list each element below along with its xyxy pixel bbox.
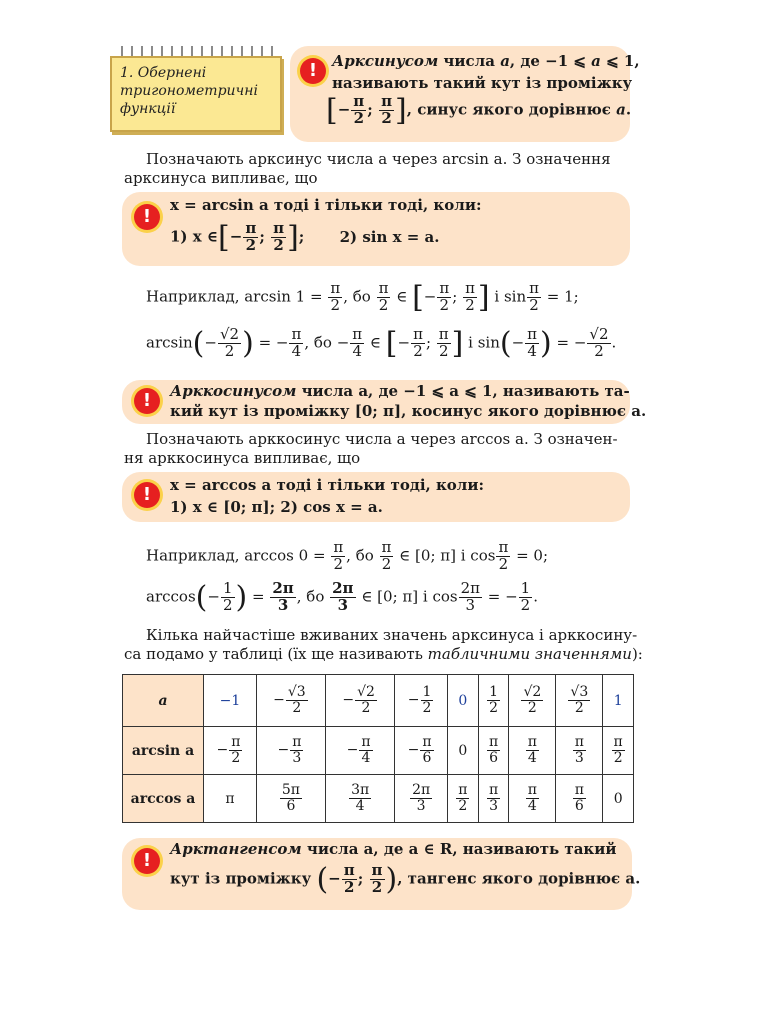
- denominator: 2: [330, 296, 341, 314]
- text: ∈ [0; π] і cos: [394, 546, 496, 565]
- table-cell: [509, 727, 556, 775]
- numerator: √2: [219, 325, 240, 344]
- fraction: [463, 281, 477, 314]
- fraction: [421, 685, 434, 715]
- fraction: [526, 735, 539, 765]
- text: ∈ [0; π] і cos: [356, 587, 458, 606]
- table-cell: [478, 675, 509, 727]
- paragraph-line: арксинуса випливає, що: [124, 169, 318, 187]
- fraction: [229, 735, 242, 765]
- fraction: [459, 581, 482, 614]
- numerator: π: [527, 734, 537, 751]
- denominator: 4: [361, 750, 371, 766]
- numerator: π: [353, 92, 365, 111]
- table-cell: [326, 675, 395, 727]
- denominator: 2: [378, 296, 389, 314]
- fraction: [521, 685, 543, 715]
- text: , синус якого дорівнює: [406, 100, 617, 119]
- period: .: [611, 333, 617, 352]
- fraction: [221, 581, 235, 614]
- cell-prefix: −: [277, 742, 290, 759]
- exclamation-icon: !: [134, 482, 160, 508]
- fraction: [587, 327, 610, 360]
- semicolon: ;: [452, 287, 458, 306]
- denominator: 3: [574, 750, 584, 766]
- paren: (: [192, 326, 205, 361]
- denominator: 2: [529, 296, 539, 314]
- denominator: 2: [381, 109, 392, 127]
- numerator: π: [488, 782, 499, 799]
- section-title: [120, 64, 270, 118]
- table-row-a: [123, 675, 634, 727]
- text: числа a, де a ∈ R, називають такий: [301, 840, 617, 858]
- numerator: π: [371, 861, 383, 880]
- numerator: 2π: [460, 579, 480, 598]
- denominator: 2: [224, 342, 235, 360]
- denominator: 6: [286, 798, 296, 814]
- text: = −: [253, 333, 289, 352]
- var-a: a: [500, 52, 510, 70]
- table-cell: [509, 675, 556, 727]
- paragraph-line: Позначають арккосинус числа a через arccos a. З означен-: [146, 430, 618, 448]
- numerator: π: [439, 279, 450, 298]
- bracket: [: [412, 280, 424, 315]
- paren: ): [540, 326, 552, 361]
- numerator: π: [527, 325, 538, 344]
- table-cell: [603, 675, 634, 727]
- numerator: π: [381, 538, 392, 556]
- cell-prefix: −: [273, 692, 285, 709]
- text: = −: [551, 333, 587, 352]
- arctan-definition-line1: [170, 840, 617, 858]
- text: arccos: [146, 587, 196, 606]
- arcsin-condition-title: x = arcsin a тоді і тільки тоді, коли:: [170, 196, 482, 214]
- denominator: 2: [439, 296, 450, 314]
- arccos-definition-text: [170, 381, 646, 421]
- numerator: 5π: [281, 782, 300, 799]
- fraction: [411, 327, 425, 360]
- fraction: [487, 735, 500, 765]
- paren: (: [316, 862, 329, 897]
- var-a: a: [591, 52, 601, 70]
- text: arcsin: [146, 333, 193, 352]
- denominator: 2: [292, 700, 302, 716]
- numerator: 2π: [332, 579, 354, 598]
- text: кий кут із проміжку [0; π], косинус якого дорівнює a.: [170, 402, 647, 420]
- denominator: 2: [344, 878, 355, 896]
- cell-prefix: −: [407, 692, 420, 709]
- exclamation-icon: !: [134, 388, 160, 414]
- fraction: [243, 221, 258, 254]
- table-cell: [256, 775, 325, 823]
- fraction: [280, 783, 302, 813]
- section-title-line2: тригонометричні: [120, 83, 258, 99]
- cell-prefix: π: [225, 790, 235, 807]
- numerator: 1: [520, 579, 531, 598]
- row-header-a: a: [123, 675, 204, 727]
- denominator: 2: [273, 236, 284, 254]
- arctan-definition-line2: [170, 862, 640, 897]
- fraction: [573, 735, 586, 765]
- numerator: π: [465, 279, 475, 298]
- paren: ): [235, 580, 248, 615]
- fraction: [290, 735, 303, 765]
- bracket: ]: [477, 280, 490, 315]
- denominator: 3: [277, 596, 289, 614]
- denominator: 2: [222, 596, 233, 614]
- numerator: π: [574, 782, 584, 799]
- fraction: [612, 735, 625, 765]
- numerator: π: [613, 734, 623, 751]
- text: 1) x ∈ [0; π]; 2) cos x = a.: [170, 498, 383, 516]
- numerator: π: [333, 538, 344, 556]
- paren: ): [385, 862, 398, 897]
- fraction: [568, 685, 590, 715]
- denominator: 2: [438, 342, 449, 360]
- denominator: 2: [361, 700, 371, 716]
- text: числа: [438, 52, 501, 70]
- semicolon: ;: [367, 100, 373, 119]
- fraction: [527, 281, 541, 314]
- text: і sin: [463, 333, 500, 352]
- section-title-line1: 1. Обернені: [120, 65, 207, 81]
- paragraph-line: [124, 645, 643, 664]
- semicolon: ;: [259, 227, 265, 246]
- table-cell: [204, 675, 257, 727]
- denominator: 2: [353, 109, 364, 127]
- bracket: ]: [395, 93, 407, 128]
- cell-prefix: −: [216, 742, 229, 759]
- fraction: [218, 327, 241, 360]
- fraction: [487, 685, 500, 715]
- text: =: [247, 587, 270, 606]
- table-cell: [395, 675, 448, 727]
- denominator: 6: [574, 798, 584, 814]
- paragraph-line: Позначають арксинус числа a через arcsin a. З означення: [146, 150, 611, 168]
- bracket: ]: [287, 220, 299, 255]
- row-header-arcsin: arcsin a: [123, 727, 204, 775]
- fraction: [519, 581, 533, 614]
- text: і sin: [489, 287, 527, 306]
- numerator: π: [291, 325, 302, 344]
- minus: −: [229, 227, 243, 246]
- term-arcsin: Арксинусом: [332, 52, 439, 70]
- table-cell: [204, 775, 257, 823]
- fraction: [377, 281, 391, 314]
- table-cell: [478, 775, 509, 823]
- numerator: π: [381, 92, 393, 111]
- table-cell: [556, 727, 603, 775]
- section-title-line3: функції: [120, 101, 176, 117]
- numerator: 1: [422, 684, 432, 701]
- fraction: [286, 685, 308, 715]
- text: ∈: [391, 287, 413, 306]
- text: кут із проміжку: [170, 869, 317, 888]
- text: , де −1 ⩽: [509, 52, 592, 70]
- arccos-notation-paragraph: [124, 430, 618, 468]
- text: , тангенс якого дорівнює a.: [397, 869, 641, 888]
- paren: ): [242, 326, 254, 361]
- numerator: π: [361, 734, 371, 751]
- denominator: 2: [594, 342, 604, 360]
- arcsin-example-line1: [146, 280, 579, 315]
- table-cell: [395, 775, 448, 823]
- text: , бо: [346, 546, 379, 565]
- fraction: [437, 327, 451, 360]
- cell-prefix: −1: [219, 692, 241, 709]
- denominator: 2: [371, 878, 383, 896]
- var-a: a: [616, 100, 626, 119]
- table-cell: [256, 675, 325, 727]
- numerator: π: [422, 734, 432, 751]
- denominator: 2: [458, 798, 468, 814]
- arcsin-definition-line1: [332, 52, 640, 70]
- paragraph-line: Кілька найчастіше вживаних значень арксинуса і арккосину-: [146, 626, 638, 644]
- minus: −: [328, 869, 341, 888]
- denominator: 2: [489, 700, 498, 716]
- denominator: 4: [527, 798, 537, 814]
- minus: −: [511, 333, 525, 352]
- fraction: [420, 735, 433, 765]
- denominator: 2: [381, 554, 392, 573]
- numerator: π: [574, 734, 584, 751]
- numerator: 1: [489, 684, 498, 701]
- table-cell: [395, 727, 448, 775]
- numerator: π: [292, 734, 302, 751]
- denominator: 2: [245, 236, 257, 254]
- row-header-arccos: arccos a: [123, 775, 204, 823]
- table-cell: [556, 675, 603, 727]
- text: , бо −: [304, 333, 350, 352]
- text: = −: [482, 587, 518, 606]
- arccos-example-line1: [146, 540, 548, 573]
- numerator: 2π: [272, 579, 294, 598]
- semicolon: ;: [298, 227, 305, 246]
- denominator: 4: [527, 750, 537, 766]
- table-intro-paragraph: [124, 626, 643, 664]
- minus: −: [423, 287, 437, 306]
- period: .: [625, 100, 632, 119]
- text: = 0;: [511, 546, 548, 565]
- numerator: √2: [523, 684, 542, 701]
- arcsin-definition-line2: називають такий кут із проміжку: [332, 74, 633, 92]
- minus: −: [207, 587, 220, 606]
- period: .: [533, 587, 538, 606]
- fraction: [496, 540, 510, 573]
- semicolon: ;: [425, 333, 431, 352]
- fraction: [349, 783, 371, 813]
- fraction: [573, 783, 586, 813]
- fraction: [370, 863, 385, 896]
- denominator: 4: [291, 342, 302, 360]
- table-cell: [603, 775, 634, 823]
- fraction: [379, 94, 394, 127]
- fraction: [350, 327, 364, 360]
- denominator: 4: [352, 342, 362, 360]
- table-row-arccos: [123, 775, 634, 823]
- term-arctan: Арктангенсом: [170, 840, 302, 858]
- table-cell: [326, 775, 395, 823]
- table-row-arcsin: [123, 727, 634, 775]
- denominator: 2: [333, 554, 344, 573]
- table-cell: [204, 727, 257, 775]
- fraction: [410, 783, 432, 813]
- numerator: π: [352, 325, 363, 344]
- numerator: π: [343, 861, 355, 880]
- denominator: 4: [527, 342, 537, 360]
- minus: −: [204, 333, 217, 352]
- denominator: 3: [489, 798, 498, 814]
- table-cell: [603, 727, 634, 775]
- fraction: [270, 581, 295, 614]
- exclamation-icon: !: [134, 848, 160, 874]
- numerator: π: [273, 219, 285, 238]
- cell-prefix: 0: [458, 692, 468, 709]
- fraction: [437, 281, 451, 314]
- arcsin-example-line2: [146, 326, 616, 361]
- fraction: [328, 281, 342, 314]
- denominator: 2: [231, 750, 241, 766]
- cell-prefix: 1: [613, 692, 623, 709]
- bracket: ]: [451, 326, 464, 361]
- fraction: [330, 581, 355, 614]
- numerator: π: [527, 782, 537, 799]
- semicolon: ;: [357, 869, 364, 888]
- arccos-condition-text: [170, 474, 484, 518]
- table-cell: [256, 727, 325, 775]
- denominator: 3: [292, 750, 302, 766]
- fraction: [487, 783, 500, 813]
- text: x = arccos a тоді і тільки тоді, коли:: [170, 476, 485, 494]
- denominator: 2: [574, 700, 584, 716]
- values-table: [122, 674, 634, 823]
- numerator: π: [498, 538, 509, 556]
- denominator: 2: [520, 596, 531, 614]
- table-cell: [556, 775, 603, 823]
- numerator: √3: [570, 684, 589, 701]
- bracket: [: [385, 326, 398, 361]
- denominator: 3: [416, 798, 426, 814]
- numerator: π: [458, 782, 468, 799]
- fraction: [359, 735, 372, 765]
- arccos-example-line2: [146, 580, 538, 615]
- denominator: 6: [422, 750, 432, 766]
- bracket: [: [218, 220, 230, 255]
- denominator: 3: [337, 596, 349, 614]
- denominator: 2: [613, 750, 623, 766]
- numerator: 1: [222, 579, 233, 598]
- table-cell: [509, 775, 556, 823]
- text: Наприклад, arccos 0 =: [146, 546, 331, 565]
- table-cell: [448, 775, 479, 823]
- text: ∈: [365, 333, 386, 352]
- numerator: π: [330, 279, 341, 298]
- denominator: 3: [465, 596, 476, 614]
- numerator: π: [529, 279, 539, 298]
- cell-prefix: −: [407, 742, 420, 759]
- minus: −: [337, 100, 351, 119]
- table-cell: [326, 727, 395, 775]
- numerator: π: [245, 219, 257, 238]
- fraction: [271, 221, 286, 254]
- text: ):: [631, 645, 643, 663]
- denominator: 4: [355, 798, 365, 814]
- denominator: 2: [498, 554, 509, 573]
- condition-1: 1) x ∈: [170, 227, 219, 246]
- cell-prefix: −: [342, 692, 355, 709]
- numerator: 3π: [351, 782, 370, 799]
- fraction: [342, 863, 357, 896]
- text: = 1;: [542, 287, 579, 306]
- exclamation-icon: !: [300, 58, 326, 84]
- table-cell: [478, 727, 509, 775]
- fraction: [380, 540, 394, 573]
- fraction: [331, 540, 345, 573]
- arcsin-condition-items: [170, 220, 440, 255]
- term-arccos: Арккосинусом: [170, 382, 297, 400]
- numerator: π: [413, 325, 423, 344]
- arcsin-definition-line3: [326, 93, 631, 128]
- text: , бо: [296, 587, 330, 606]
- fraction: [355, 685, 377, 715]
- condition-2: 2) sin x = a.: [339, 227, 440, 246]
- text: числа a, де −1 ⩽ a ⩽ 1, називають та-: [296, 382, 630, 400]
- denominator: 2: [422, 700, 432, 716]
- denominator: 2: [413, 342, 423, 360]
- numerator: 2π: [412, 782, 431, 799]
- fraction: [289, 327, 303, 360]
- denominator: 6: [489, 750, 498, 766]
- paren: (: [499, 326, 512, 361]
- fraction: [456, 783, 469, 813]
- denominator: 2: [465, 296, 475, 314]
- numerator: √3: [287, 684, 306, 701]
- minus: −: [397, 333, 411, 352]
- table-cell: [448, 727, 479, 775]
- text: , бо: [343, 287, 376, 306]
- numerator: √2: [357, 684, 375, 701]
- text: Наприклад, arcsin 1 =: [146, 287, 328, 306]
- numerator: π: [488, 734, 499, 751]
- fraction: [525, 327, 539, 360]
- emphasis: табличними значеннями: [427, 645, 632, 663]
- numerator: √2: [589, 325, 609, 344]
- fraction: [526, 783, 539, 813]
- cell-prefix: 0: [458, 742, 468, 759]
- numerator: π: [378, 279, 389, 298]
- table-cell: [448, 675, 479, 727]
- paragraph-line: ня арккосинуса випливає, що: [124, 449, 361, 467]
- text: са подамо у таблиці (їх ще називають: [124, 645, 428, 663]
- arcsin-notation-paragraph: [124, 150, 611, 188]
- paren: (: [195, 580, 208, 615]
- cell-prefix: −: [346, 742, 359, 759]
- numerator: π: [231, 734, 241, 751]
- numerator: π: [438, 325, 449, 344]
- fraction: [351, 94, 366, 127]
- exclamation-icon: !: [134, 204, 160, 230]
- text: ⩽ 1,: [600, 52, 640, 70]
- denominator: 2: [527, 700, 537, 716]
- cell-prefix: 0: [613, 790, 623, 807]
- bracket: [: [326, 93, 338, 128]
